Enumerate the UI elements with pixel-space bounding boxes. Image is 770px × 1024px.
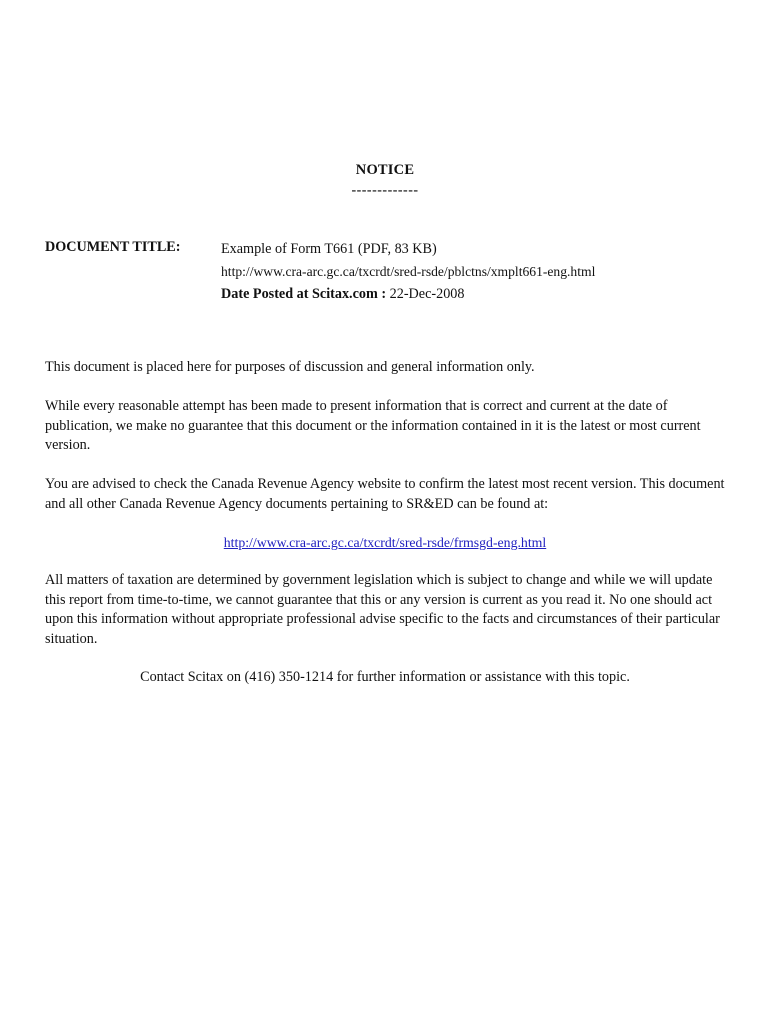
document-source-url: http://www.cra-arc.gc.ca/txcrdt/sred-rsde/pblctns/xmplt661-eng.html: [221, 263, 596, 279]
disclaimer-paragraph: While every reasonable attempt has been made to present information that is correct and current at the date of publication, we make no guarantee that this document or the information contained in it is the latest or most current version.: [45, 398, 701, 453]
cra-forms-link[interactable]: http://www.cra-arc.gc.ca/txcrdt/sred-rsde/frmsgd-eng.html: [223, 535, 547, 550]
notice-heading: NOTICE: [355, 162, 415, 178]
document-title-details: [221, 238, 741, 306]
advisory-paragraph: You are advised to check the Canada Revenue Agency website to confirm the latest most recent version. This document and all other Canada Revenue Agency documents pertaining to SR&ED can be found at:: [45, 476, 725, 512]
date-posted-value: 22-Dec-2008: [386, 286, 465, 302]
document-title-name: Example of Form T661 (PDF, 83 KB): [221, 241, 437, 257]
taxation-paragraph: All matters of taxation are determined by government legislation which is subject to change and while we will update this report from time-to-time, we cannot guarantee that this or any version is current as you read it. No one should act upon this information without appropriate professional advise specific to the facts and circumstances of their particular situation.: [45, 572, 720, 647]
purpose-paragraph: This document is placed here for purposes of discussion and general information only.: [45, 359, 535, 375]
contact-line: Contact Scitax on (416) 350-1214 for further information or assistance with this topic.: [140, 669, 630, 685]
cra-link-container: [0, 533, 770, 554]
document-title-label: DOCUMENT TITLE:: [45, 239, 181, 255]
date-posted: [221, 283, 741, 306]
notice-underline: -------------: [351, 183, 419, 198]
date-posted-label: Date Posted at Scitax.com :: [221, 286, 387, 302]
